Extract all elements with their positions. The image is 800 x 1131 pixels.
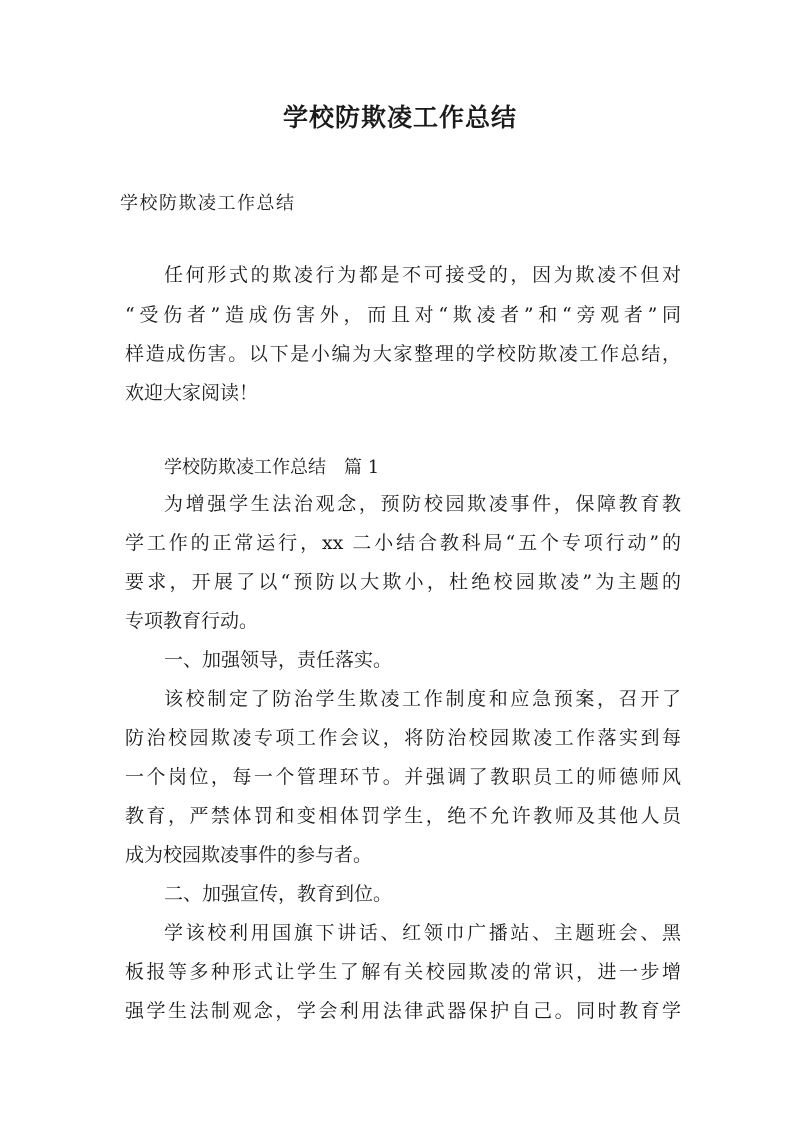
paragraph-line: 为增强学生法治观念，预防校园欺凌事件，保障教育教 xyxy=(164,493,681,515)
document-title: 学校防欺凌工作总结 xyxy=(282,103,517,132)
paragraph-line: 教育，严禁体罚和变相体罚学生，绝不允许教师及其他人员 xyxy=(125,805,681,827)
paragraph-line: 要求，开展了以“预防以大欺小，杜绝校园欺凌”为主题的 xyxy=(125,571,681,593)
paragraph-line: 一个岗位，每一个管理环节。并强调了教职员工的师德师风 xyxy=(125,766,681,788)
section-heading: 学校防欺凌工作总结 篇 1 xyxy=(164,457,380,478)
intro-line: 欢迎大家阅读！ xyxy=(125,382,259,404)
paragraph-line: 学该校利用国旗下讲话、红领巾广播站、主题班会、黑 xyxy=(164,922,681,944)
intro-line: 任何形式的欺凌行为都是不可接受的，因为欺凌不但对 xyxy=(164,264,681,286)
paragraph-line: 防治校园欺凌专项工作会议，将防治校园欺凌工作落实到每 xyxy=(125,727,681,749)
intro-line: 样造成伤害。以下是小编为大家整理的学校防欺凌工作总结， xyxy=(125,343,681,365)
numbered-heading: 一、加强领导，责任落实。 xyxy=(164,649,393,671)
intro-line: “受伤者”造成伤害外，而且对“欺凌者”和“旁观者”同 xyxy=(125,304,681,326)
paragraph-line: 该校制定了防治学生欺凌工作制度和应急预案，召开了 xyxy=(164,688,681,710)
numbered-heading: 二、加强宣传，教育到位。 xyxy=(164,883,393,905)
paragraph-line: 板报等多种形式让学生了解有关校园欺凌的常识，进一步增 xyxy=(125,961,681,983)
paragraph-line: 强学生法制观念，学会利用法律武器保护自己。同时教育学 xyxy=(125,1000,681,1022)
paragraph-line: 学工作的正常运行，xx 二小结合教科局“五个专项行动”的 xyxy=(125,532,681,554)
paragraph-line: 专项教育行动。 xyxy=(125,610,259,632)
paragraph-line: 成为校园欺凌事件的参与者。 xyxy=(125,844,373,866)
document-subtitle: 学校防欺凌工作总结 xyxy=(120,193,296,214)
